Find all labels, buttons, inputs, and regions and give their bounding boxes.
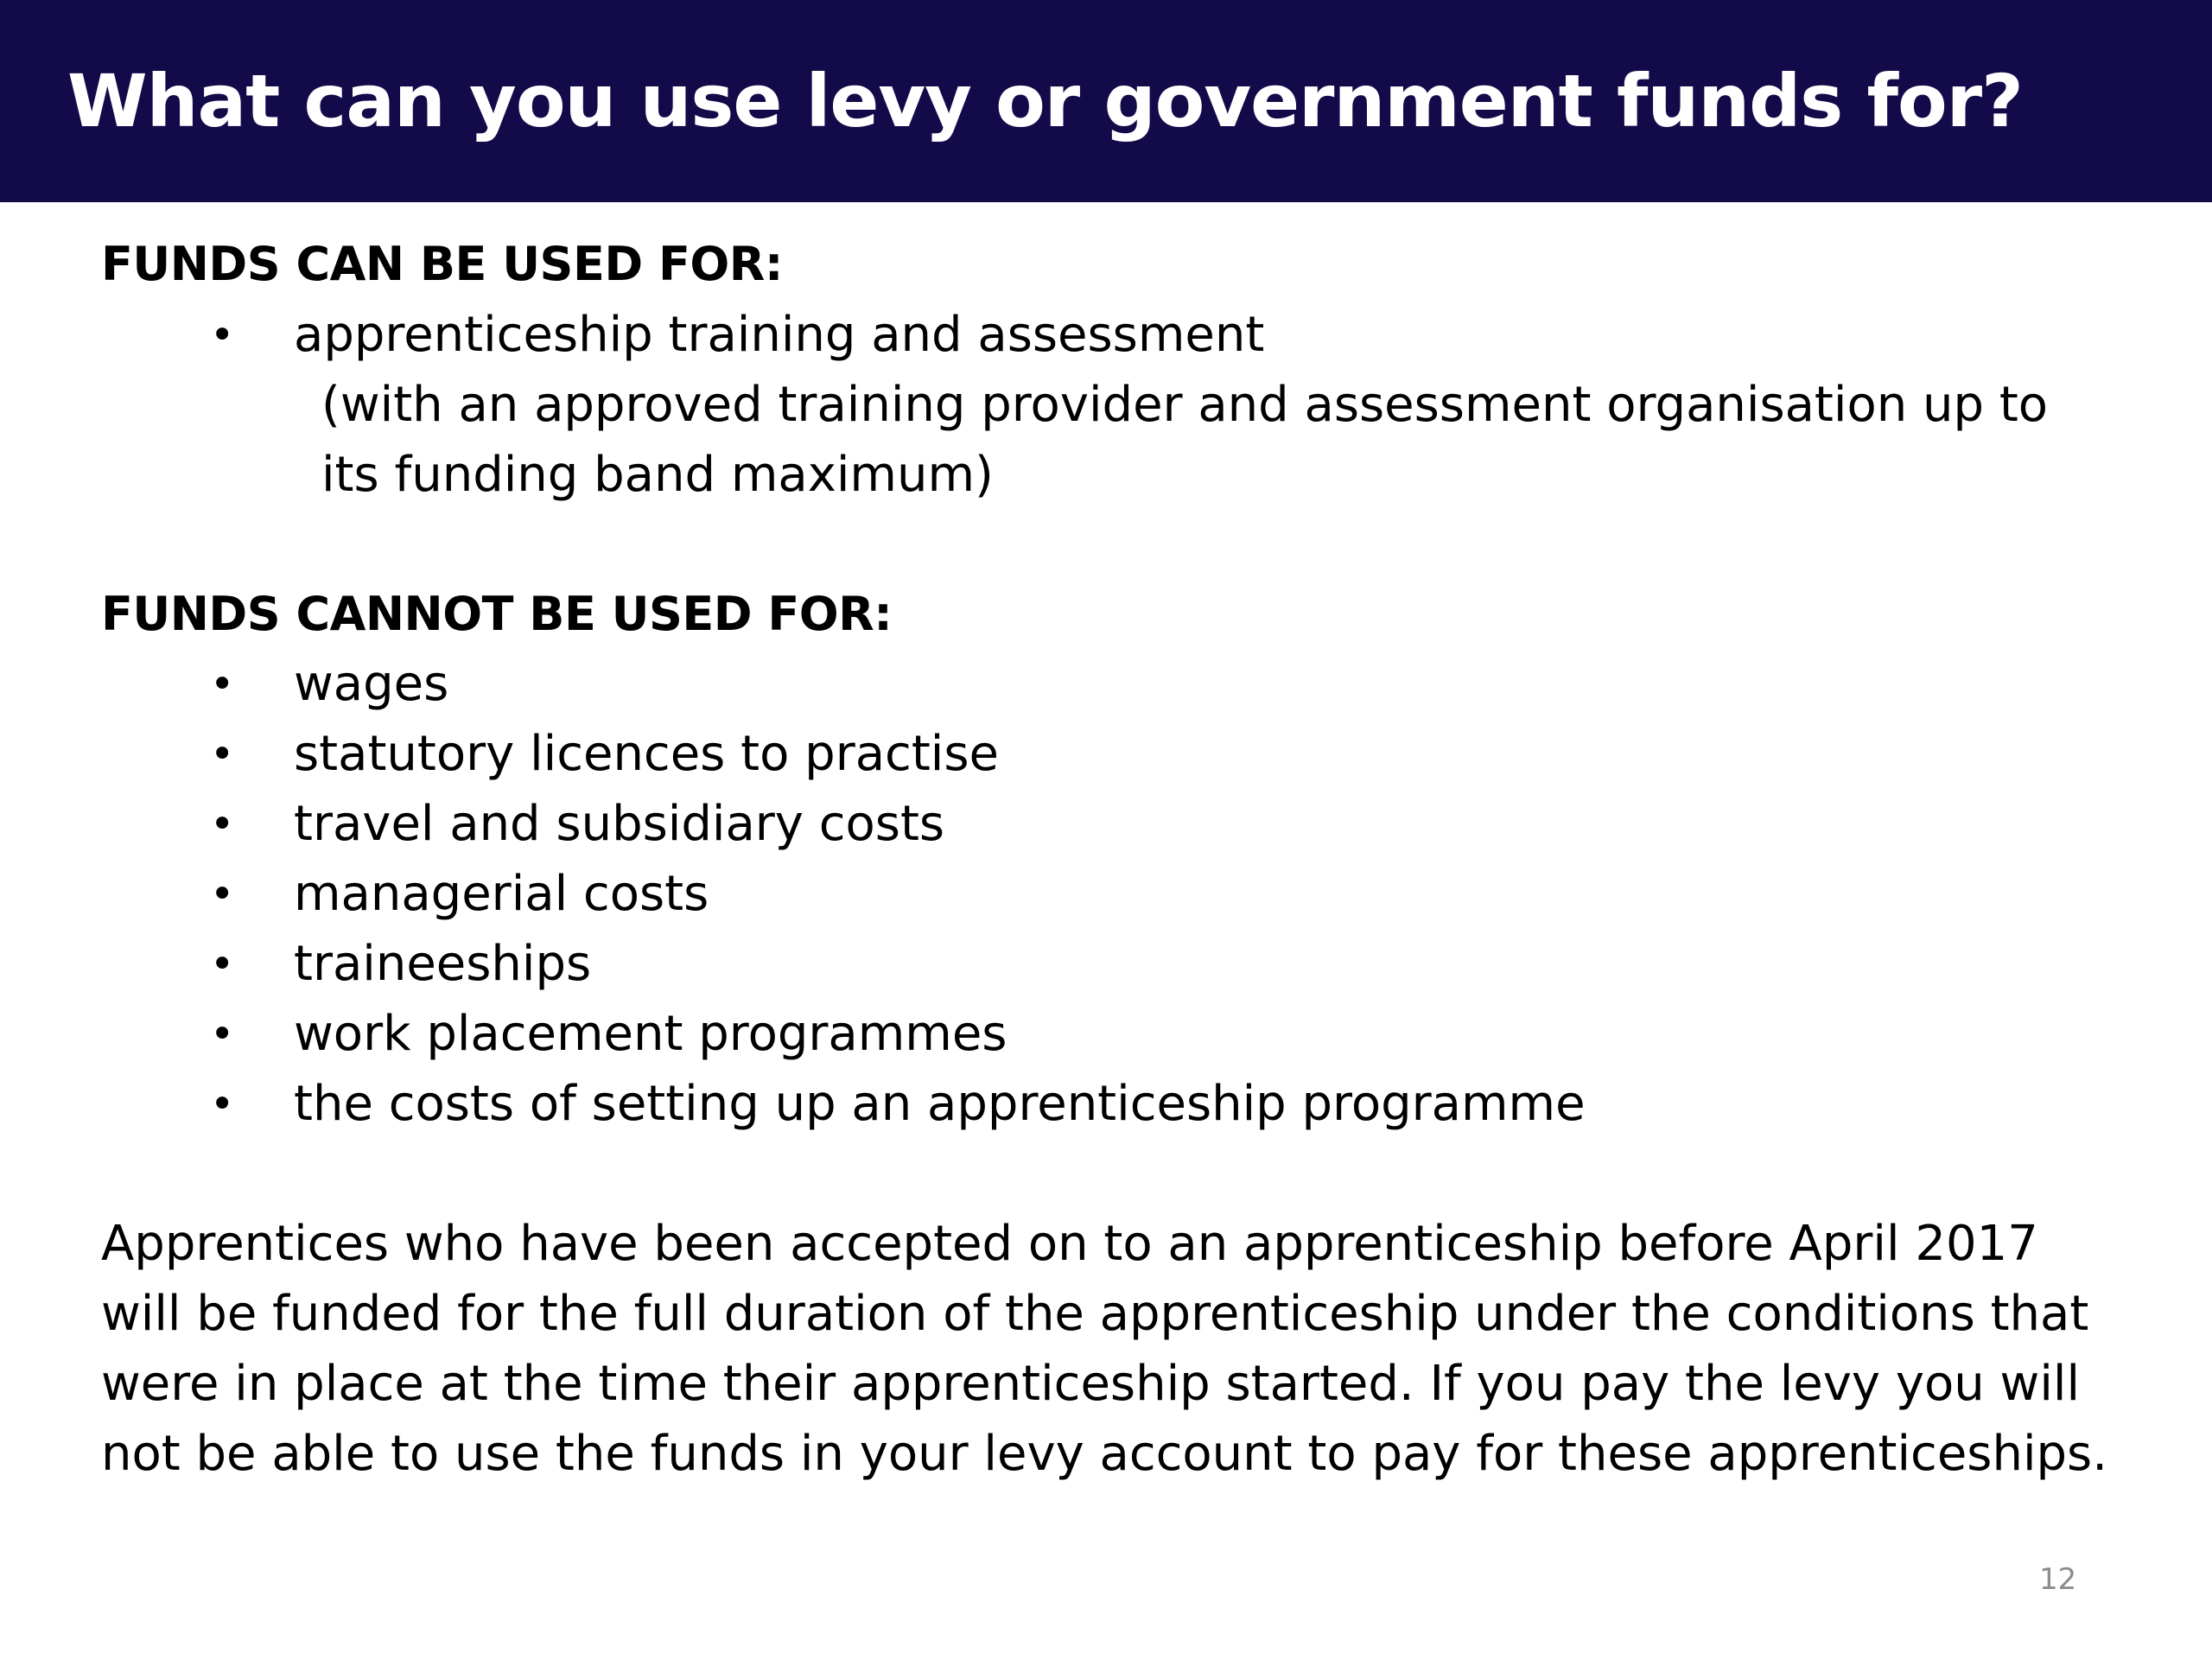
apprentices-paragraph <box>101 1209 2123 1489</box>
list-item-text: managerial costs <box>294 866 709 922</box>
title-bar <box>0 0 2212 202</box>
paragraph-line: Apprentices who have been accepted on to an apprenticeship before April 2017 <box>101 1216 2038 1272</box>
bullet-icon: • <box>210 800 235 849</box>
list-item-text: travel and subsidiary costs <box>294 796 945 852</box>
bullet-icon: • <box>210 730 235 779</box>
bullet-icon: • <box>210 940 235 988</box>
bullet-icon: • <box>210 311 235 359</box>
bullet-icon: • <box>210 1080 235 1128</box>
note-line: (with an approved training provider and assessment organisation up to <box>321 377 2049 433</box>
page-number: 12 <box>2039 1562 2077 1597</box>
list-item-text: traineeships <box>294 936 592 992</box>
paragraph-line: will be funded for the full duration of the apprenticeship under the conditions that <box>101 1286 2089 1342</box>
list-item-text: the costs of setting up an apprenticeship programme <box>294 1076 1586 1132</box>
list-item-text: work placement programmes <box>294 1006 1007 1062</box>
slide-title: What can you use levy or government funds for? <box>67 59 2023 143</box>
can-use-note <box>321 370 2050 510</box>
bullet-icon: • <box>210 660 235 709</box>
bullet-icon: • <box>210 870 235 918</box>
can-use-heading: FUNDS CAN BE USED FOR: <box>101 237 783 291</box>
list-item-text: statutory licences to practise <box>294 726 999 782</box>
paragraph-line: not be able to use the funds in your levy account to pay for these apprenticeships. <box>101 1426 2108 1482</box>
list-item-text: apprenticeship training and assessment <box>294 307 1265 363</box>
cannot-use-heading: FUNDS CANNOT BE USED FOR: <box>101 587 893 641</box>
paragraph-line: were in place at the time their apprenticeship started. If you pay the levy you will <box>101 1356 2081 1412</box>
list-item-text: wages <box>294 656 449 712</box>
bullet-icon: • <box>210 1010 235 1058</box>
note-line: its funding band maximum) <box>321 447 994 503</box>
